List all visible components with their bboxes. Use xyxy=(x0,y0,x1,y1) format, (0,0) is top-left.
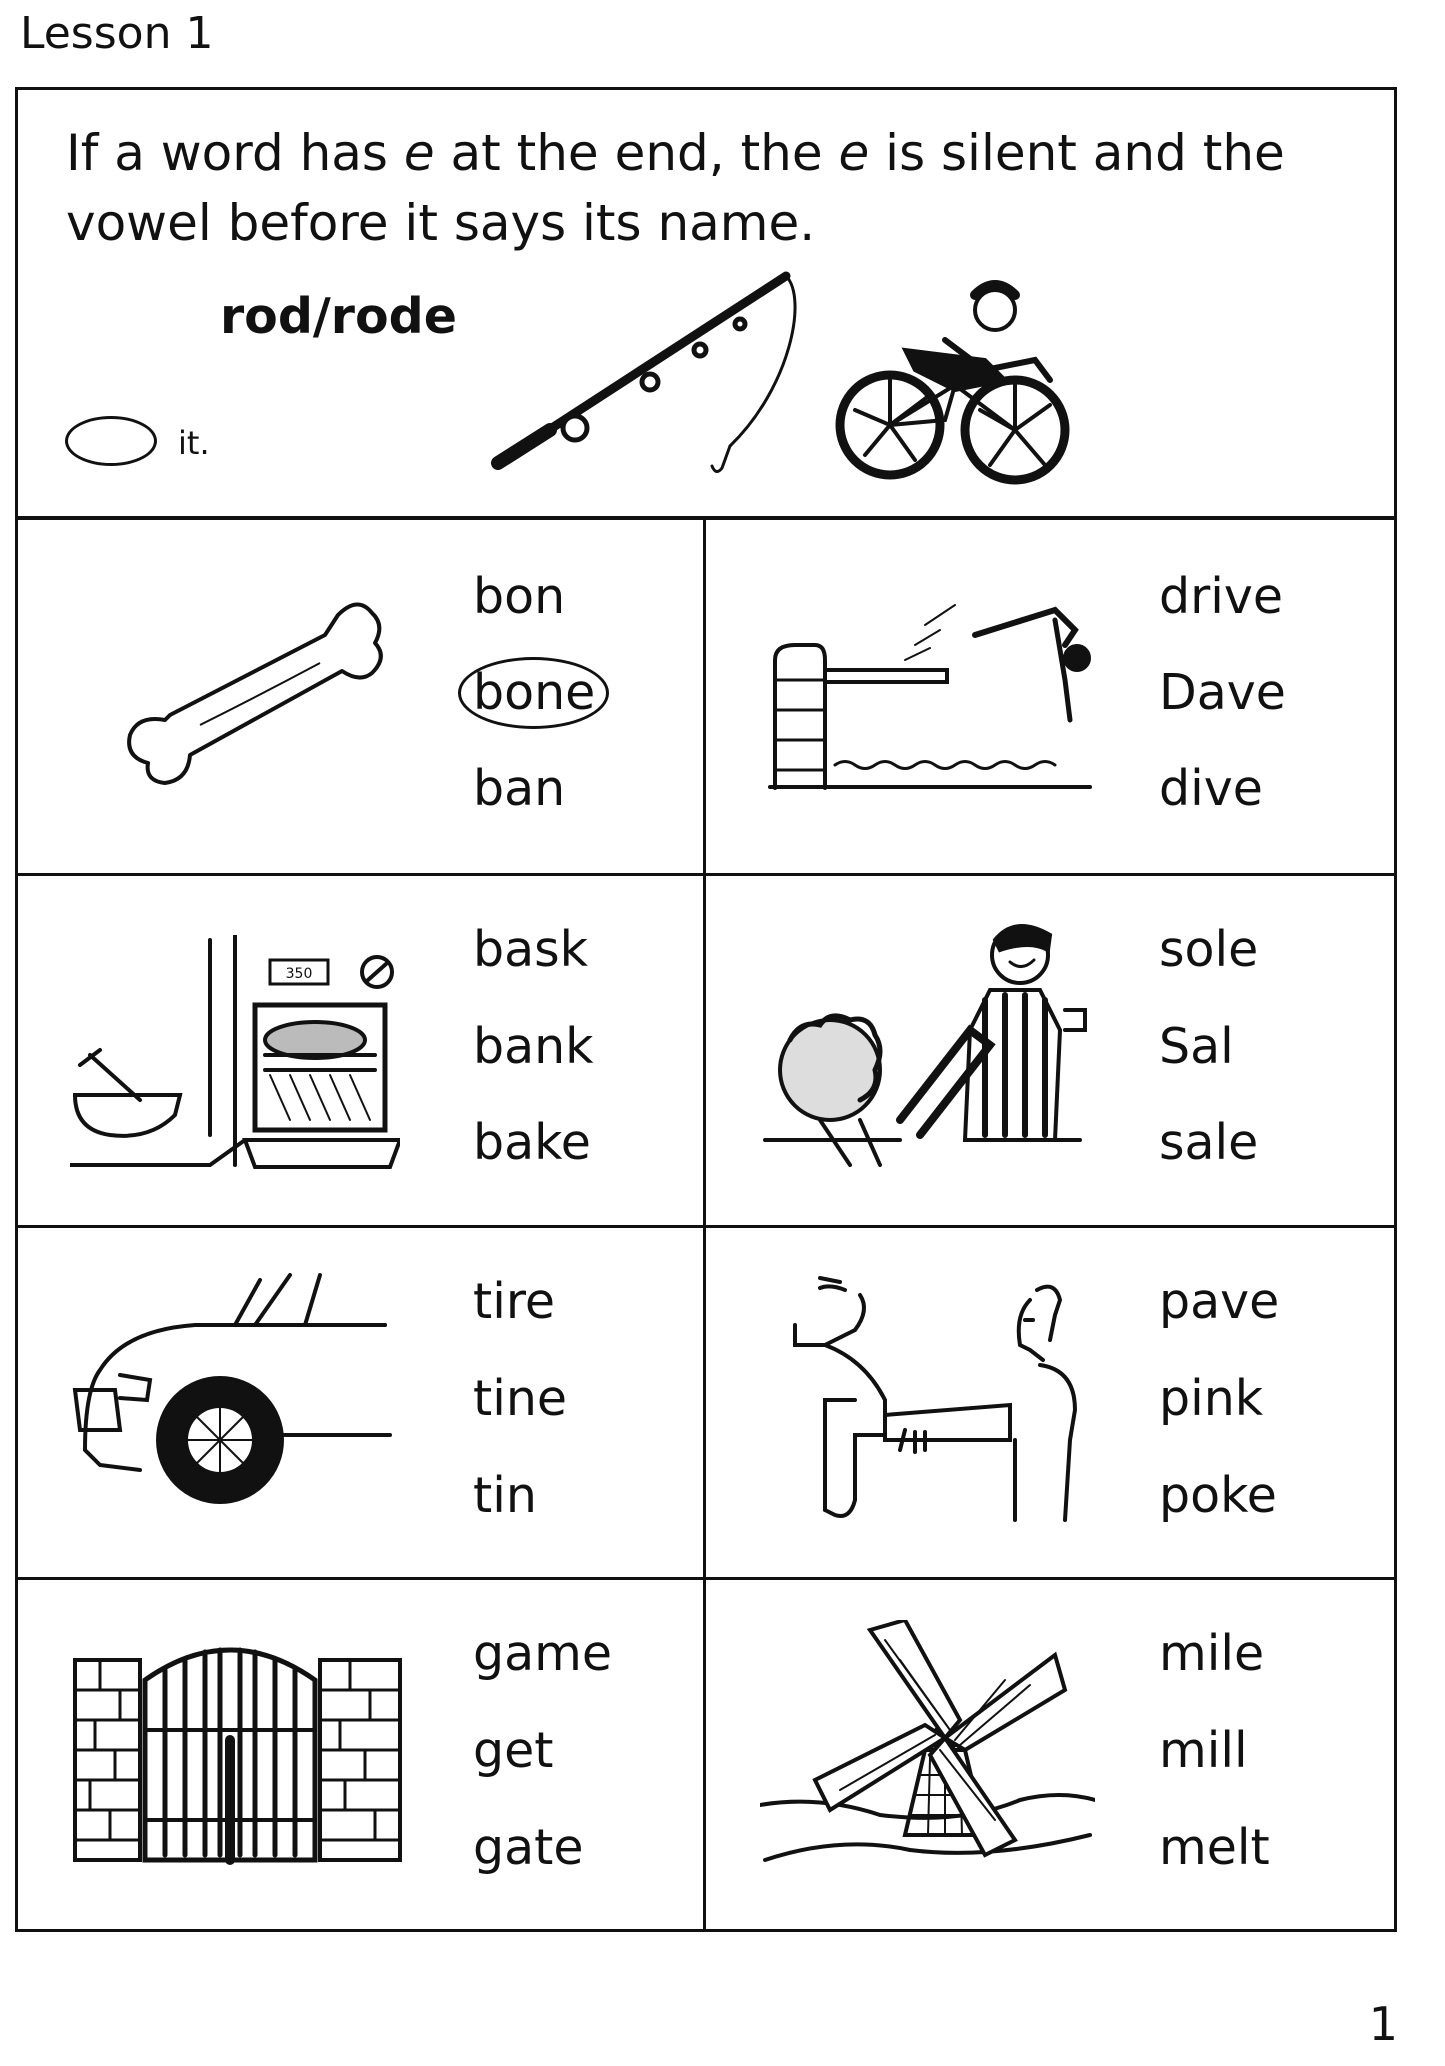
header-divider xyxy=(15,516,1397,520)
oven-dial-label: 350 xyxy=(285,966,313,982)
choice-word-circled[interactable]: bone xyxy=(473,664,596,721)
choice-word[interactable]: pink xyxy=(1159,1370,1264,1427)
choice-word[interactable]: bon xyxy=(473,568,566,625)
rule-text: If a word has e at the end, the e is silent and the vowel before it says its name. xyxy=(66,124,1285,252)
row-divider xyxy=(15,1225,1397,1228)
example-instruction: it. xyxy=(178,424,210,462)
choice-word[interactable]: drive xyxy=(1159,568,1284,625)
choice-word[interactable]: Dave xyxy=(1159,664,1286,721)
column-divider xyxy=(703,520,706,1932)
diving-board-illustration xyxy=(765,590,1095,790)
example-word: rod/rode xyxy=(220,288,457,345)
choice-word[interactable]: dive xyxy=(1159,760,1263,817)
choice-word[interactable]: poke xyxy=(1159,1467,1277,1524)
choice-word[interactable]: get xyxy=(473,1722,554,1779)
bike-rider-illustration xyxy=(835,270,1075,490)
choice-word[interactable]: game xyxy=(473,1625,613,1682)
choice-word[interactable]: melt xyxy=(1159,1819,1270,1876)
row-divider xyxy=(15,1577,1397,1580)
choice-word[interactable]: tin xyxy=(473,1467,537,1524)
choice-word[interactable]: tine xyxy=(473,1370,568,1427)
choice-word[interactable]: gate xyxy=(473,1819,584,1876)
lesson-title: Lesson 1 xyxy=(20,8,214,59)
choice-word[interactable]: bank xyxy=(473,1018,594,1075)
bone-illustration xyxy=(110,585,390,795)
oven-baking-illustration xyxy=(70,935,400,1170)
sale-illustration xyxy=(760,920,1090,1170)
choice-word[interactable]: sole xyxy=(1159,921,1259,978)
row-divider xyxy=(15,873,1397,876)
choice-word[interactable]: sale xyxy=(1159,1114,1259,1171)
choice-word[interactable]: mile xyxy=(1159,1625,1265,1682)
choice-word[interactable]: tire xyxy=(473,1273,556,1330)
fishing-rod-illustration xyxy=(490,268,810,483)
windmill-illustration xyxy=(760,1620,1095,1865)
choice-word[interactable]: bake xyxy=(473,1114,591,1171)
page-number: 1 xyxy=(1368,1997,1398,2051)
car-tire-illustration xyxy=(65,1270,400,1510)
choice-word[interactable]: bask xyxy=(473,921,589,978)
choice-word[interactable]: pave xyxy=(1159,1273,1280,1330)
poke-illustration xyxy=(775,1270,1095,1525)
gate-illustration xyxy=(70,1620,405,1865)
choice-word[interactable]: mill xyxy=(1159,1722,1248,1779)
example-oval xyxy=(65,416,157,466)
choice-word[interactable]: Sal xyxy=(1159,1018,1234,1075)
choice-word[interactable]: ban xyxy=(473,760,566,817)
